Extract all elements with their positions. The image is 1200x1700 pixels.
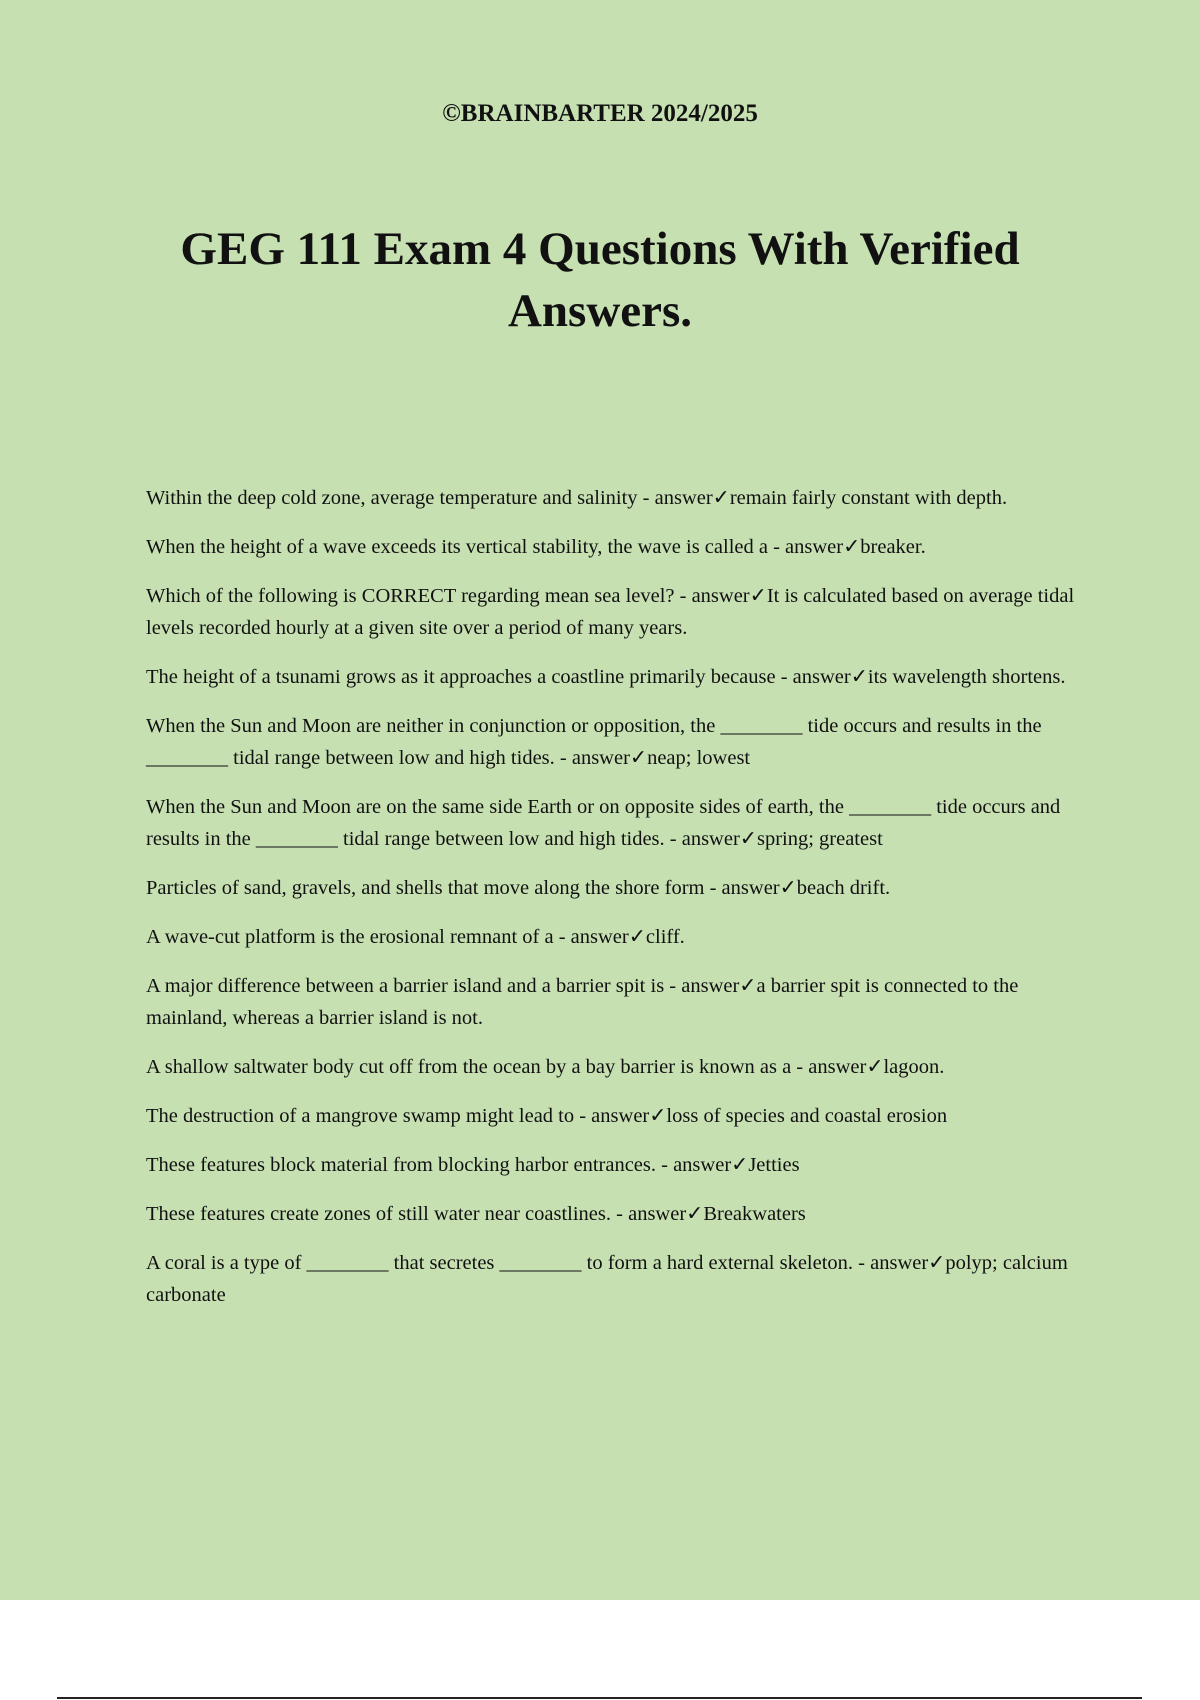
qa-item: When the Sun and Moon are on the same side Earth or on opposite sides of earth, the ________ tide occurs and results in the ________ tidal range between low and high tides. - answer✓spring; greatest <box>146 796 1061 850</box>
qa-item: These features create zones of still water near coastlines. - answer✓Breakwaters <box>146 1203 806 1225</box>
qa-item: A coral is a type of ________ that secretes ________ to form a hard external skeleton. - answer✓polyp; calcium carbonate <box>146 1252 1068 1306</box>
qa-item: Within the deep cold zone, average temperature and salinity - answer✓remain fairly constant with depth. <box>146 487 1008 509</box>
document-title: GEG 111 Exam 4 Questions With Verified Answers. <box>180 223 1020 337</box>
qa-item: Particles of sand, gravels, and shells that move along the shore form - answer✓beach drift. <box>146 877 891 899</box>
qa-item: A wave-cut platform is the erosional remnant of a - answer✓cliff. <box>146 926 685 948</box>
qa-item: A major difference between a barrier island and a barrier spit is - answer✓a barrier spit is connected to the mainland, whereas a barrier island is not. <box>146 975 1019 1029</box>
qa-item: When the height of a wave exceeds its vertical stability, the wave is called a - answer✓breaker. <box>146 536 926 558</box>
qa-item: The height of a tsunami grows as it approaches a coastline primarily because - answer✓its wavelength shortens. <box>146 666 1066 688</box>
qa-item: These features block material from blocking harbor entrances. - answer✓Jetties <box>146 1154 800 1176</box>
qa-item: Which of the following is CORRECT regarding mean sea level? - answer✓It is calculated based on average tidal levels recorded hourly at a given site over a period of many years. <box>146 585 1075 639</box>
footer-divider <box>57 1697 1142 1699</box>
copyright-header: ©BRAINBARTER 2024/2025 <box>442 100 758 127</box>
qa-item: The destruction of a mangrove swamp might lead to - answer✓loss of species and coastal erosion <box>146 1105 948 1127</box>
qa-item: A shallow saltwater body cut off from the ocean by a bay barrier is known as a - answer✓lagoon. <box>146 1056 945 1078</box>
qa-item: When the Sun and Moon are neither in conjunction or opposition, the ________ tide occurs and results in the ________ tidal range between low and high tides. - answer✓neap; lowest <box>146 715 1042 769</box>
question-answer-list <box>146 482 1091 1328</box>
